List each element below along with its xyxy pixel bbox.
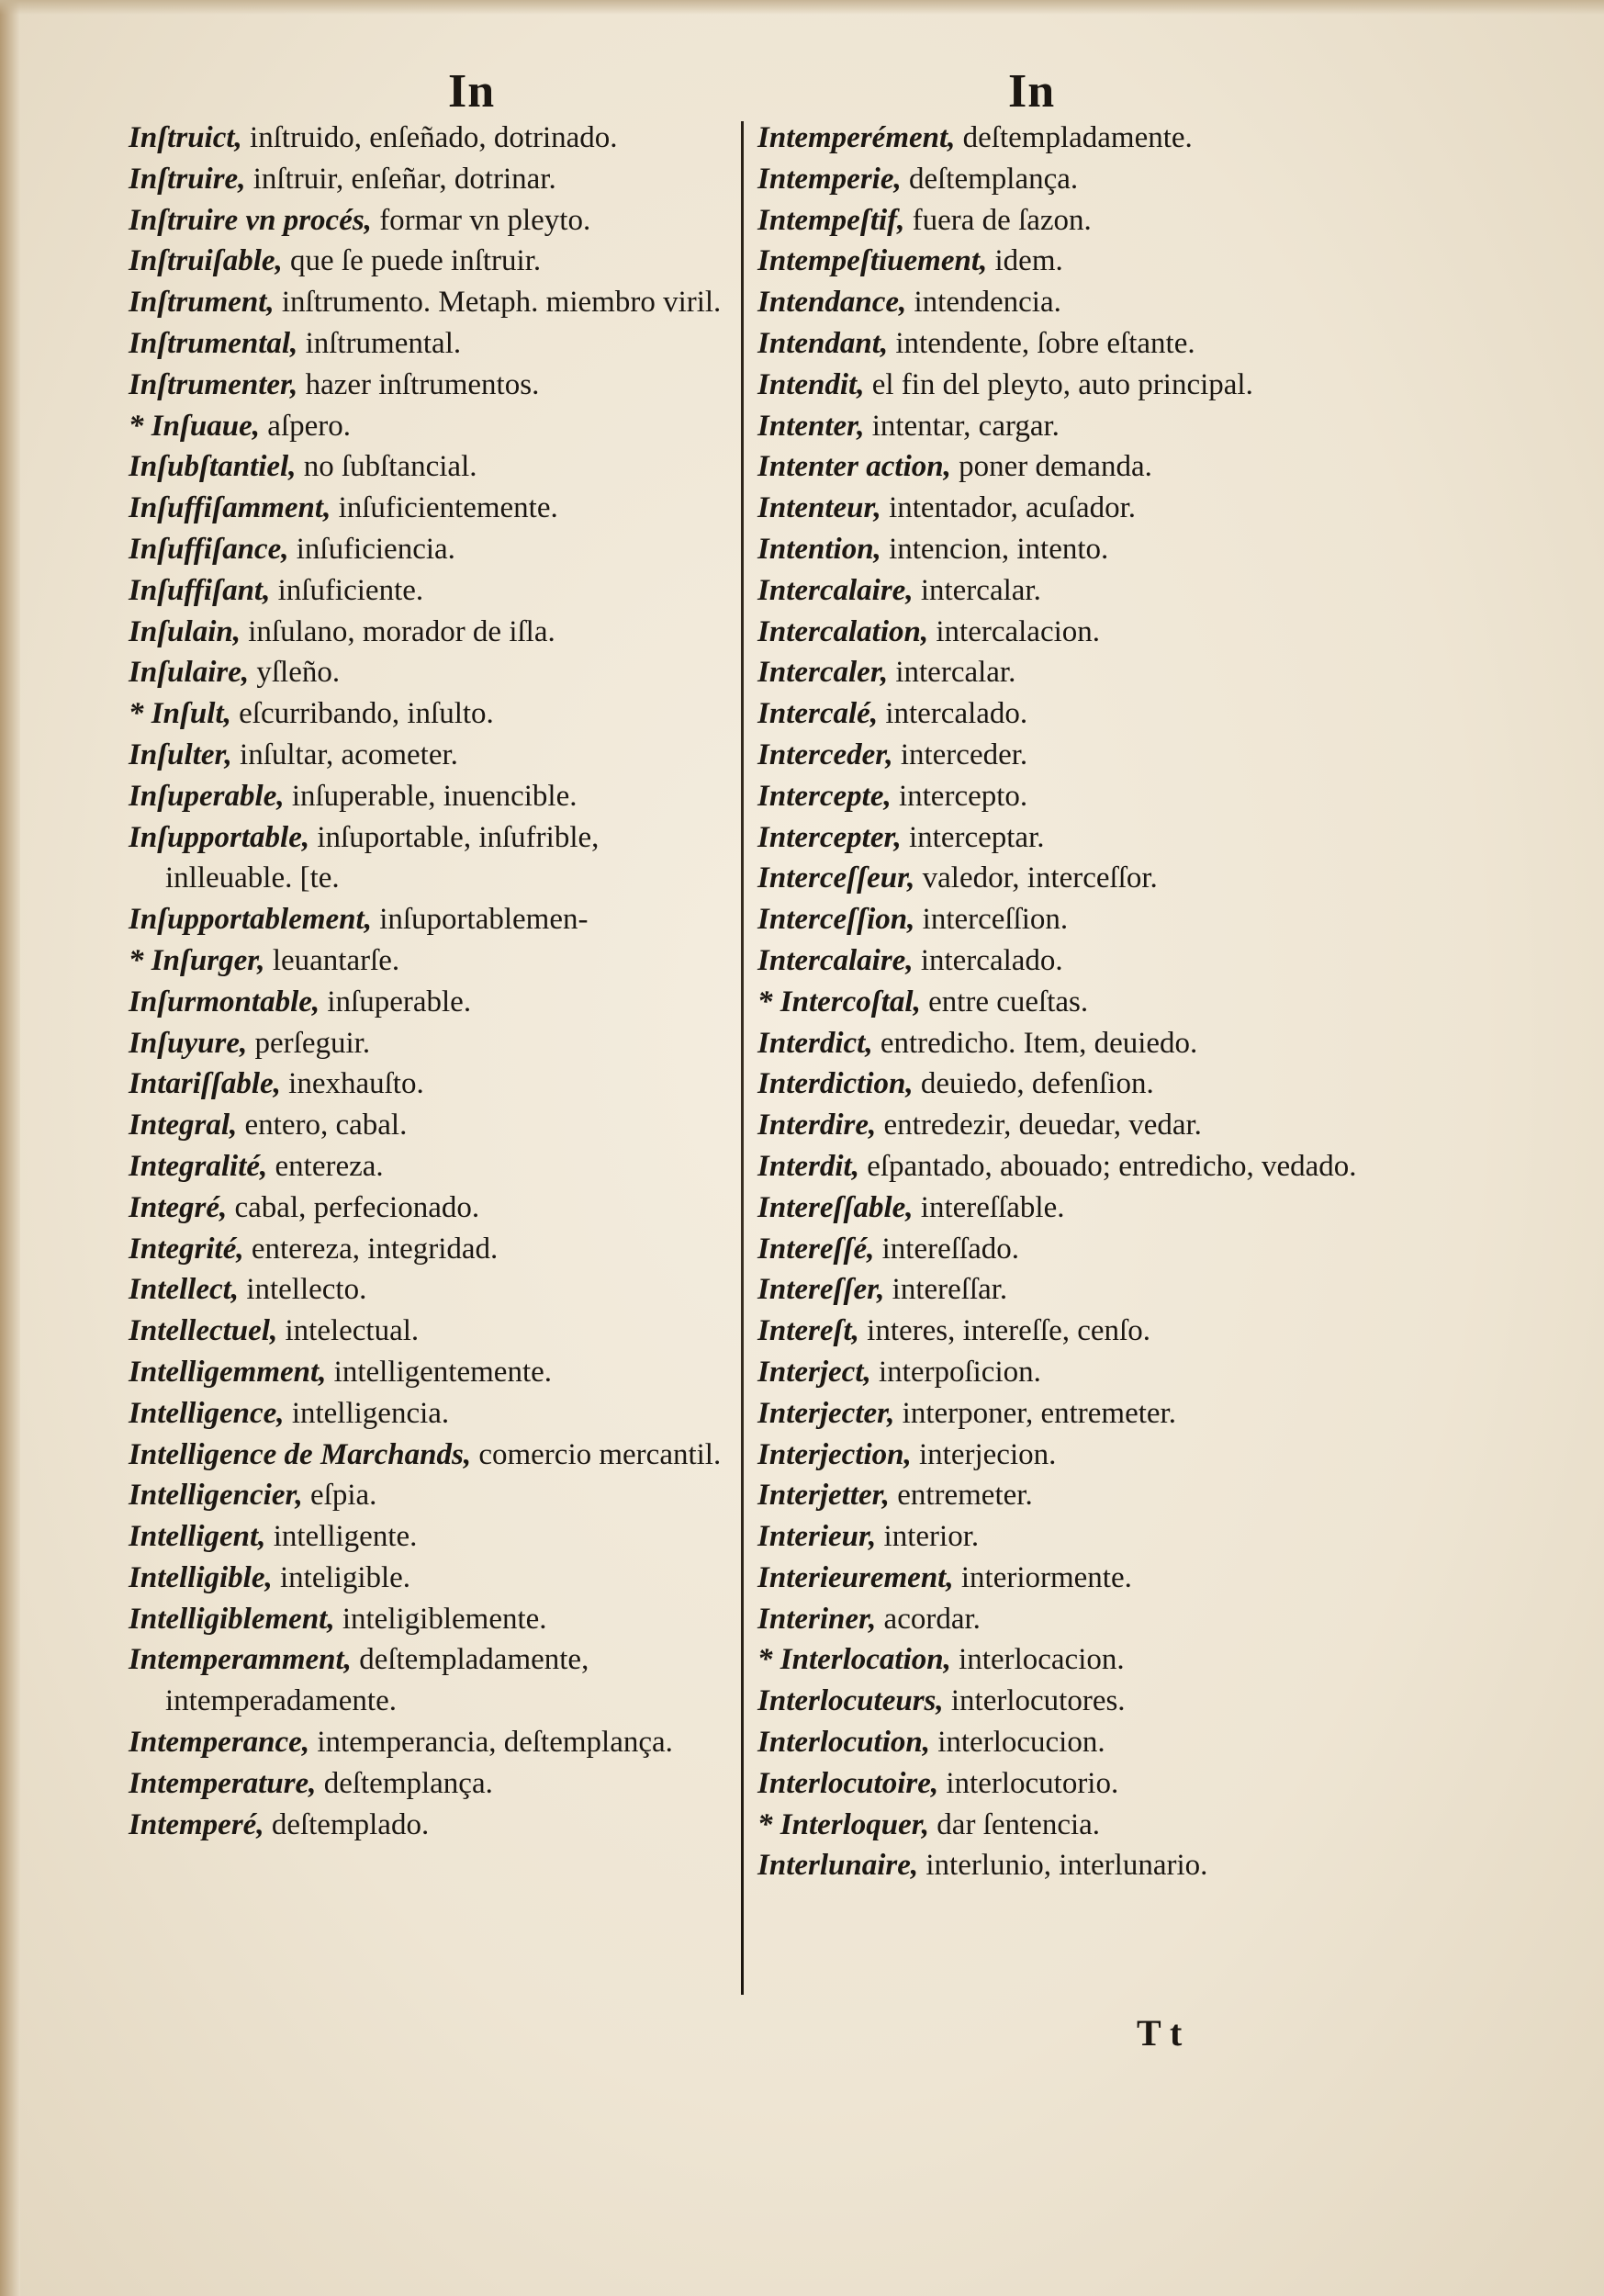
entry-definition: entredicho. Item, deuiedo.	[872, 1026, 1198, 1060]
dictionary-entry	[757, 1435, 1363, 1476]
entry-definition: intelligentemente.	[326, 1355, 553, 1389]
entry-definition: intellecto.	[239, 1273, 367, 1307]
dictionary-entry	[757, 365, 1363, 406]
dictionary-entry	[129, 241, 725, 282]
dictionary-entry	[757, 1229, 1363, 1270]
dictionary-entry	[129, 899, 725, 940]
entry-term: Intereſt,	[757, 1314, 859, 1348]
entry-definition: inſtruido, enſeñado, dotrinado.	[241, 121, 618, 154]
entry-term: Inſubſtantiel,	[129, 450, 297, 484]
entry-term: Intelligent,	[129, 1520, 266, 1554]
entry-term: Inſuffiſance,	[129, 532, 289, 566]
entry-definition: inſtruir, enſeñar, dotrinar.	[245, 162, 556, 196]
entry-term: * Inſurger,	[129, 943, 265, 977]
entry-definition: eſpantado, abouado; entredicho, vedado.	[858, 1149, 1357, 1183]
dictionary-entry	[129, 365, 725, 406]
entry-term: Inſtrumental,	[129, 326, 298, 360]
entry-definition: que ſe puede inſtruir.	[282, 244, 542, 278]
entry-term: Inſurmontable,	[129, 985, 320, 1019]
entry-definition: cabal, perfecionado.	[227, 1190, 480, 1224]
entry-definition: intemperancia, deſtemplança.	[309, 1726, 673, 1760]
entry-term: Interjecter,	[757, 1396, 895, 1430]
entry-definition: intercepto.	[891, 779, 1028, 813]
dictionary-entry	[129, 1805, 725, 1846]
entry-definition: inſuperable, inuencible.	[284, 779, 578, 813]
entry-term: Inſtruiſable,	[129, 244, 283, 278]
dictionary-entry	[757, 817, 1363, 859]
dictionary-entry	[129, 488, 725, 529]
entry-term: * Inſult,	[129, 697, 231, 731]
right-column	[757, 118, 1363, 1886]
dictionary-entry	[757, 1722, 1363, 1763]
dictionary-entry	[129, 1064, 725, 1105]
entry-definition: aſpero.	[260, 409, 351, 443]
dictionary-entry	[757, 1763, 1363, 1805]
entry-definition: interceptar.	[901, 820, 1045, 854]
entry-term: Inſtrument,	[129, 286, 275, 320]
dictionary-entry	[129, 1558, 725, 1599]
entry-definition: interponer, entremeter.	[894, 1396, 1176, 1430]
dictionary-entry	[757, 570, 1363, 612]
entry-definition: deſtempladamente, intemperadamente.	[165, 1643, 589, 1718]
entry-definition: inſuficiencia.	[288, 532, 455, 566]
entry-term: Integré,	[129, 1190, 228, 1224]
entry-definition: interlocutorio.	[938, 1766, 1119, 1800]
entry-term: Intereſſable,	[757, 1190, 914, 1224]
entry-term: Interceſſeur,	[757, 861, 915, 895]
entry-term: * Inſuaue,	[129, 409, 261, 443]
entry-definition: entero, cabal.	[237, 1109, 408, 1142]
entry-term: Intellectuel,	[129, 1314, 278, 1348]
entry-definition: interceſſion.	[914, 903, 1069, 937]
dictionary-entry	[757, 776, 1363, 817]
entry-term: Intercaler,	[757, 656, 889, 690]
dictionary-entry	[757, 323, 1363, 365]
entry-definition: eſcurribando, inſulto.	[230, 697, 494, 731]
dictionary-entry	[757, 488, 1363, 529]
entry-term: Inſulter,	[129, 737, 232, 771]
entry-term: Intelligence de Marchands,	[129, 1437, 472, 1471]
entry-definition: idem.	[987, 244, 1063, 278]
entry-definition: intercalado.	[913, 943, 1063, 977]
entry-term: Interdit,	[757, 1149, 859, 1183]
entry-term: Interlocuteurs,	[757, 1684, 944, 1718]
entry-term: Intelligiblement,	[129, 1602, 335, 1636]
entry-definition: perſeguir.	[247, 1026, 371, 1060]
dictionary-entry	[129, 1023, 725, 1064]
dictionary-entry	[757, 1105, 1363, 1146]
entry-term: Intelligencier,	[129, 1479, 303, 1513]
dictionary-entry	[757, 282, 1363, 323]
column-divider	[741, 121, 744, 1995]
dictionary-entry	[129, 1105, 725, 1146]
entry-term: * Interlocation,	[757, 1643, 951, 1677]
dictionary-entry	[129, 735, 725, 776]
entry-definition: inſtrumento. Metaph. miembro viril.	[274, 286, 722, 320]
entry-term: Inſuffiſant,	[129, 573, 271, 607]
entry-term: Intercepter,	[757, 820, 902, 854]
entry-term: Intemperé,	[129, 1807, 264, 1841]
dictionary-entry	[129, 282, 725, 323]
entry-definition: interlocucion.	[929, 1726, 1105, 1760]
entry-definition: interjecion.	[911, 1437, 1057, 1471]
entry-definition: valedor, interceſſor.	[914, 861, 1158, 895]
left-running-headword: In	[448, 65, 496, 118]
dictionary-entry	[757, 940, 1363, 982]
entry-term: Intelligemment,	[129, 1355, 327, 1389]
entry-definition: no ſubſtancial.	[296, 450, 477, 484]
dictionary-entry	[129, 1352, 725, 1393]
entry-term: Interlocution,	[757, 1726, 930, 1760]
entry-term: Intercalaire,	[757, 943, 914, 977]
entry-definition: intereſſado.	[874, 1232, 1019, 1266]
entry-definition: interior.	[876, 1520, 980, 1554]
entry-term: Intariſſable,	[129, 1067, 281, 1101]
entry-definition: intelectual.	[277, 1314, 420, 1348]
entry-definition: deuiedo, defenſion.	[913, 1067, 1154, 1101]
entry-term: Intemperature,	[129, 1766, 317, 1800]
dictionary-entry	[757, 1516, 1363, 1558]
entry-definition: intelligencia.	[284, 1396, 450, 1430]
dictionary-entry	[129, 1639, 725, 1722]
entry-definition: deſtemplança.	[901, 162, 1079, 196]
page-edge-shadow	[0, 0, 20, 2296]
entry-definition: inſuficientemente.	[331, 491, 558, 525]
dictionary-entry	[129, 200, 725, 242]
entry-definition: el fin del pleyto, auto principal.	[864, 367, 1253, 401]
dictionary-entry	[757, 735, 1363, 776]
dictionary-entry	[129, 1763, 725, 1805]
dictionary-entry	[129, 570, 725, 612]
entry-term: Interieurement,	[757, 1560, 954, 1594]
entry-term: Inſupportablement,	[129, 903, 372, 937]
entry-term: Intenter,	[757, 409, 865, 443]
entry-term: Intenter action,	[757, 450, 951, 484]
dictionary-entry	[129, 1599, 725, 1640]
dictionary-entry	[757, 899, 1363, 940]
dictionary-entry	[757, 1558, 1363, 1599]
entry-term: Intemperance,	[129, 1726, 310, 1760]
entry-term: Intendit,	[757, 367, 865, 401]
entry-definition: comercio mercantil.	[471, 1437, 722, 1471]
entry-definition: hazer inſtrumentos.	[297, 367, 540, 401]
dictionary-entry	[129, 817, 725, 900]
entry-term: Intercalation,	[757, 614, 929, 648]
entry-definition: acordar.	[876, 1602, 981, 1636]
dictionary-entry	[129, 982, 725, 1023]
entry-term: Interjection,	[757, 1437, 912, 1471]
entry-definition: intelligente.	[265, 1520, 418, 1554]
entry-definition: entredezir, deuedar, vedar.	[876, 1109, 1202, 1142]
entry-term: Interdire,	[757, 1109, 877, 1142]
dictionary-entry	[757, 1269, 1363, 1311]
dictionary-entry	[129, 529, 725, 570]
entry-definition: dar ſentencia.	[929, 1807, 1101, 1841]
entry-definition: intentar, cargar.	[864, 409, 1060, 443]
dictionary-entry	[757, 118, 1363, 159]
entry-term: Inſupportable,	[129, 820, 310, 854]
entry-definition: inteligible.	[272, 1560, 411, 1594]
entry-definition: intereſſable.	[913, 1190, 1065, 1224]
entry-term: Inſtruict,	[129, 121, 242, 154]
entry-definition: interpoſicion.	[870, 1355, 1041, 1389]
entry-term: Interlocutoire,	[757, 1766, 939, 1800]
entry-term: Interceder,	[757, 737, 893, 771]
entry-term: Intendance,	[757, 286, 907, 320]
entry-definition: intentador, acuſador.	[881, 491, 1137, 525]
dictionary-entry	[129, 118, 725, 159]
entry-term: Interdiction,	[757, 1067, 914, 1101]
dictionary-entry	[757, 159, 1363, 200]
dictionary-entry	[757, 1599, 1363, 1640]
dictionary-entry	[757, 200, 1363, 242]
dictionary-entry	[757, 241, 1363, 282]
entry-definition: poner demanda.	[950, 450, 1152, 484]
entry-term: Intelligible,	[129, 1560, 273, 1594]
entry-term: Interiner,	[757, 1602, 877, 1636]
entry-term: Interjetter,	[757, 1479, 890, 1513]
entry-term: Intendant,	[757, 326, 889, 360]
signature-mark: T t	[1137, 2012, 1183, 2054]
entry-term: Integralité,	[129, 1149, 268, 1183]
dictionary-entry	[757, 858, 1363, 899]
dictionary-entry	[757, 693, 1363, 735]
dictionary-entry	[757, 982, 1363, 1023]
entry-term: Interlunaire,	[757, 1849, 919, 1883]
right-running-headword: In	[1008, 65, 1056, 118]
dictionary-entry	[129, 1229, 725, 1270]
entry-definition: yſleño.	[249, 656, 341, 690]
entry-definition: inſuportablemen-	[371, 903, 589, 937]
entry-term: Integral,	[129, 1109, 238, 1142]
entry-term: Interject,	[757, 1355, 871, 1389]
entry-term: Intemperie,	[757, 162, 902, 196]
left-column	[129, 118, 725, 1845]
entry-definition: deſtemplança.	[316, 1766, 493, 1800]
entry-definition: intercalacion.	[928, 614, 1101, 648]
entry-definition: inteligiblemente.	[334, 1602, 547, 1636]
dictionary-entry	[129, 1146, 725, 1187]
entry-term: Intention,	[757, 532, 881, 566]
entry-term: Intelligence,	[129, 1396, 285, 1430]
entry-definition: entereza.	[267, 1149, 384, 1183]
entry-definition: inſtrumental.	[297, 326, 462, 360]
dictionary-entry	[757, 1187, 1363, 1229]
entry-term: Intercepte,	[757, 779, 892, 813]
dictionary-entry	[129, 1269, 725, 1311]
entry-definition: entereza, integridad.	[243, 1232, 499, 1266]
dictionary-entry	[757, 406, 1363, 447]
entry-definition: intendencia.	[906, 286, 1061, 320]
entry-definition: inſuficiente.	[270, 573, 424, 607]
entry-term: Intellect,	[129, 1273, 240, 1307]
dictionary-entry	[757, 1064, 1363, 1105]
dictionary-entry	[757, 446, 1363, 488]
dictionary-entry	[757, 1805, 1363, 1846]
dictionary-entry	[129, 323, 725, 365]
entry-definition: formar vn pleyto.	[371, 203, 591, 237]
dictionary-entry	[129, 1393, 725, 1435]
entry-definition: intercalado.	[878, 697, 1028, 731]
dictionary-entry	[757, 1681, 1363, 1722]
dictionary-entry	[757, 1845, 1363, 1886]
entry-definition: eſpia.	[302, 1479, 377, 1513]
entry-definition: interes, intereſſe, cenſo.	[858, 1314, 1150, 1348]
dictionary-entry	[757, 1475, 1363, 1516]
entry-definition: inſultar, acometer.	[231, 737, 458, 771]
entry-definition: deſtempladamente.	[955, 121, 1193, 154]
entry-definition: inſuperable.	[320, 985, 472, 1019]
entry-term: Interceſſion,	[757, 903, 915, 937]
dictionary-entry	[129, 612, 725, 653]
dictionary-entry	[757, 1639, 1363, 1681]
dictionary-entry	[129, 776, 725, 817]
dictionary-entry	[129, 1187, 725, 1229]
entry-term: Intercalé,	[757, 697, 879, 731]
entry-definition: interlunio, interlunario.	[918, 1849, 1208, 1883]
page-top-shadow	[0, 0, 1604, 15]
entry-definition: intereſſar.	[884, 1273, 1008, 1307]
entry-term: Intempeſtiuement,	[757, 244, 988, 278]
entry-definition: inſulano, morador de iſla.	[240, 614, 555, 648]
entry-definition: intendente, ſobre eſtante.	[888, 326, 1195, 360]
dictionary-entry	[129, 406, 725, 447]
entry-term: Inſulaire,	[129, 656, 250, 690]
entry-term: Intereſſer,	[757, 1273, 885, 1307]
entry-definition: interlocutores.	[943, 1684, 1126, 1718]
dictionary-entry	[757, 1146, 1363, 1187]
entry-term: Inſulain,	[129, 614, 241, 648]
entry-definition: intercalar.	[913, 573, 1041, 607]
entry-definition: inſuportable, inſufrible, inlleuable. [te.	[165, 820, 600, 895]
entry-term: Integrité,	[129, 1232, 244, 1266]
entry-term: Interieur,	[757, 1520, 877, 1554]
entry-term: Inſuyure,	[129, 1026, 248, 1060]
dictionary-entry	[129, 693, 725, 735]
entry-term: Intercalaire,	[757, 573, 914, 607]
entry-definition: entremeter.	[889, 1479, 1033, 1513]
entry-term: Inſtrumenter,	[129, 367, 298, 401]
entry-term: * Intercoſtal,	[757, 985, 921, 1019]
dictionary-entry	[757, 612, 1363, 653]
entry-definition: intencion, intento.	[881, 532, 1109, 566]
dictionary-entry	[129, 1435, 725, 1476]
entry-term: Inſtruire vn procés,	[129, 203, 372, 237]
dictionary-entry	[129, 446, 725, 488]
entry-definition: interiormente.	[953, 1560, 1132, 1594]
dictionary-entry	[757, 1311, 1363, 1352]
entry-definition: inexhauſto.	[280, 1067, 424, 1101]
dictionary-entry	[129, 1475, 725, 1516]
entry-definition: fuera de ſazon.	[904, 203, 1092, 237]
entry-term: Intempeſtif,	[757, 203, 905, 237]
dictionary-entry	[757, 1023, 1363, 1064]
dictionary-entry	[757, 652, 1363, 693]
entry-term: Intenteur,	[757, 491, 881, 525]
dictionary-entry	[757, 1352, 1363, 1393]
dictionary-entry	[129, 1722, 725, 1763]
entry-definition: deſtemplado.	[264, 1807, 430, 1841]
dictionary-entry	[129, 1516, 725, 1558]
entry-term: Inſuffiſamment,	[129, 491, 331, 525]
entry-term: Intemperément,	[757, 121, 956, 154]
entry-term: Interdict,	[757, 1026, 873, 1060]
dictionary-entry	[757, 1393, 1363, 1435]
dictionary-entry	[129, 652, 725, 693]
entry-term: Inſuperable,	[129, 779, 285, 813]
entry-term: Inſtruire,	[129, 162, 246, 196]
entry-term: Intereſſé,	[757, 1232, 875, 1266]
entry-definition: intercalar.	[888, 656, 1016, 690]
entry-term: Intemperamment,	[129, 1643, 352, 1677]
dictionary-entry	[129, 159, 725, 200]
entry-term: * Interloquer,	[757, 1807, 930, 1841]
entry-definition: interceder.	[892, 737, 1028, 771]
dictionary-entry	[757, 529, 1363, 570]
entry-definition: entre cueſtas.	[920, 985, 1089, 1019]
entry-definition: interlocacion.	[950, 1643, 1125, 1677]
dictionary-entry	[129, 1311, 725, 1352]
entry-definition: leuantarſe.	[264, 943, 400, 977]
dictionary-entry	[129, 940, 725, 982]
